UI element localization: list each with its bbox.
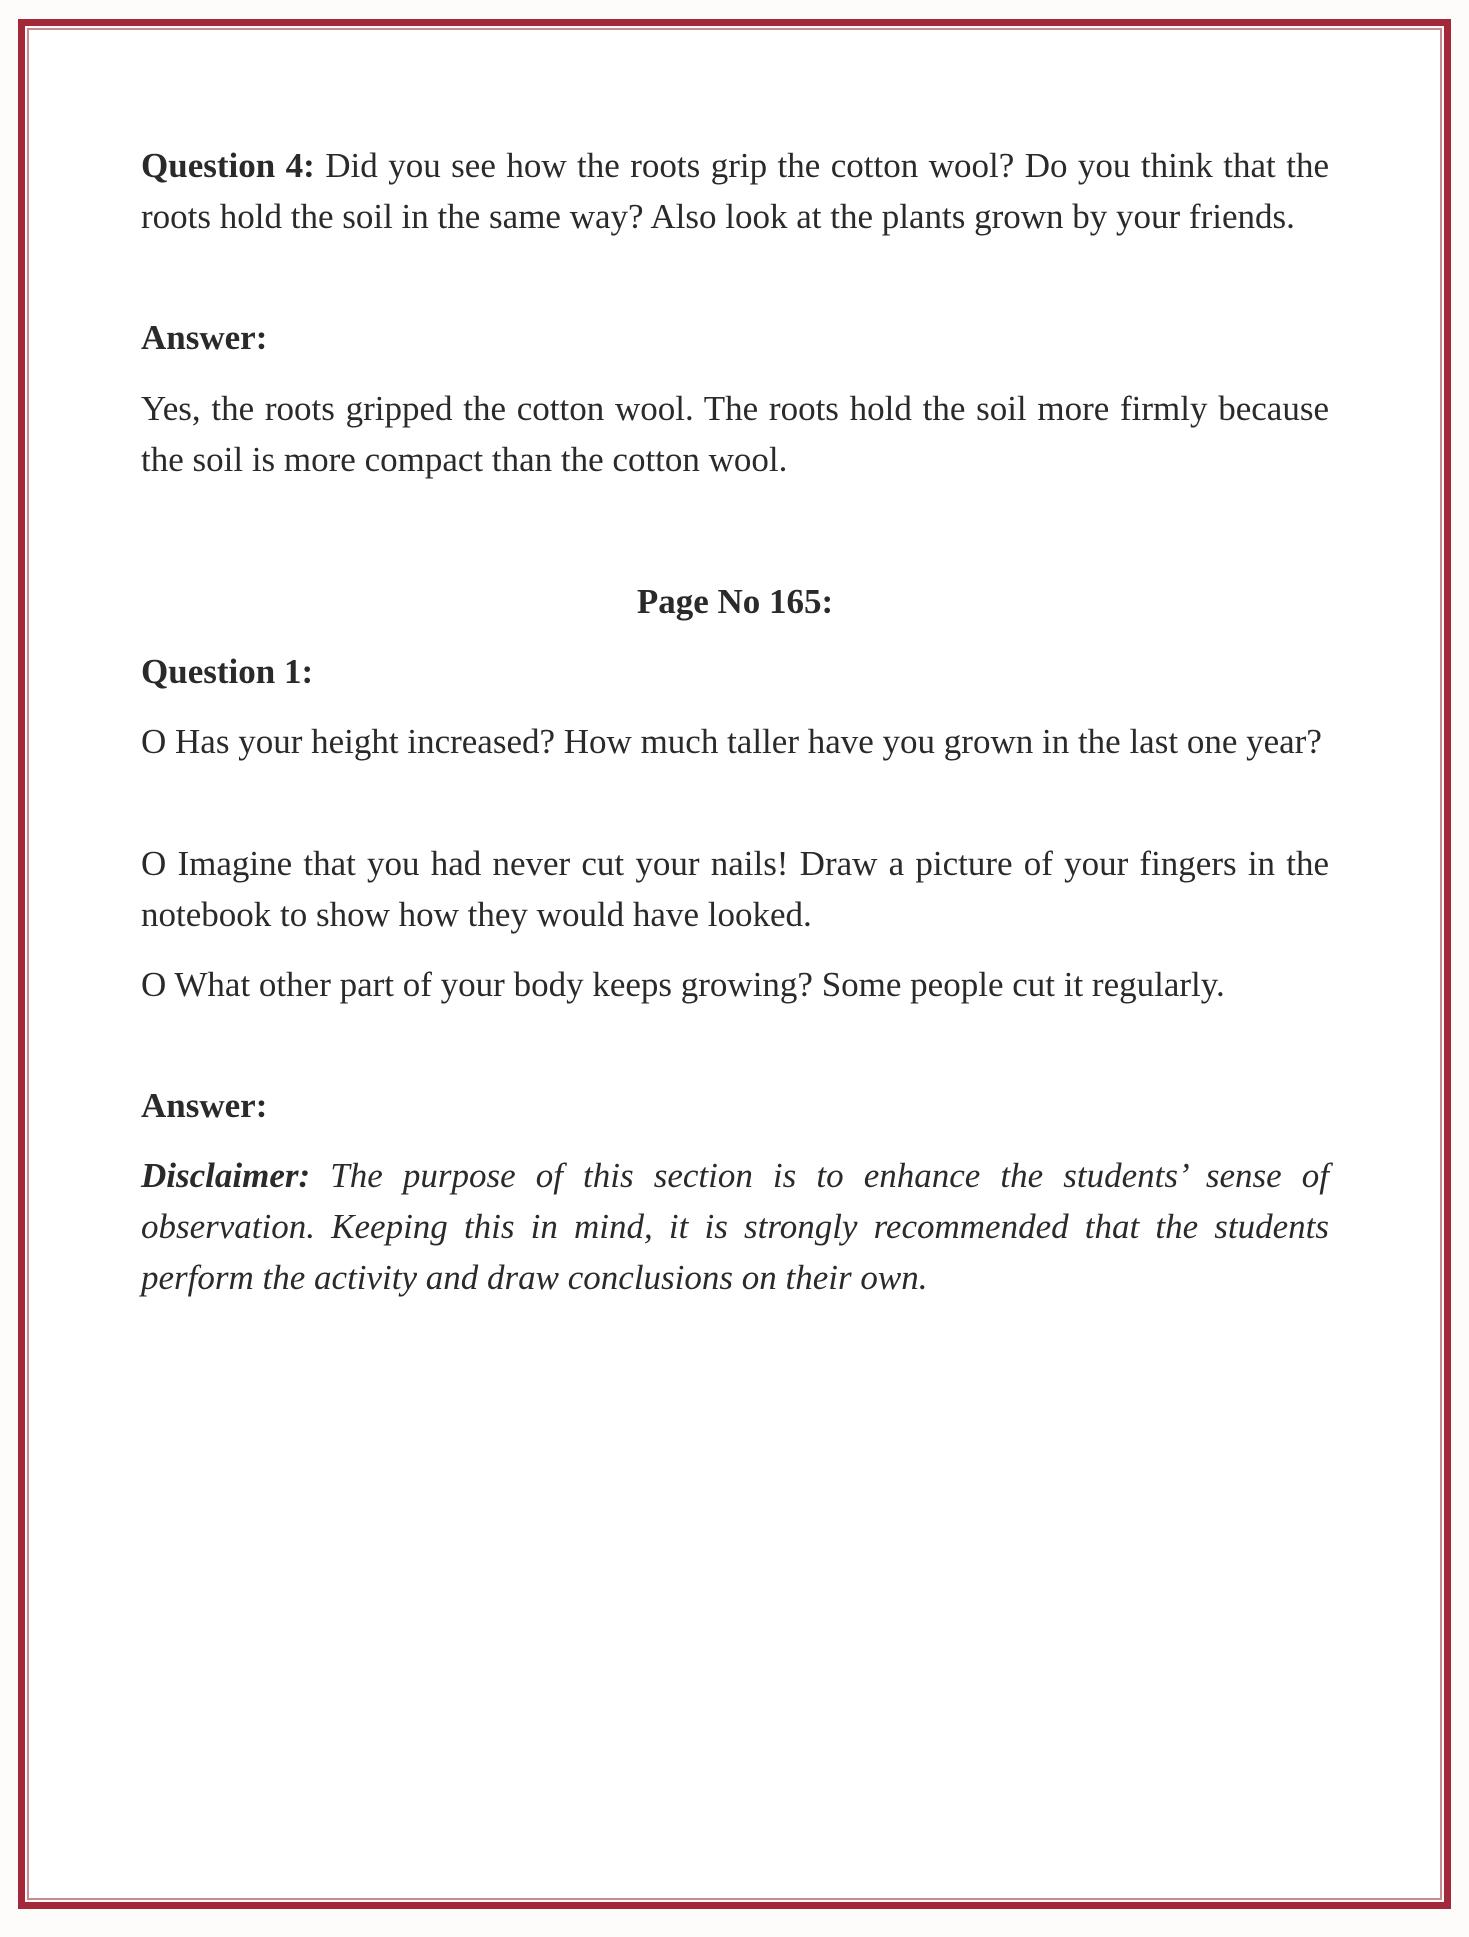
answer-label-q4: Answer: [141, 318, 268, 357]
question-1-label: Question 1: [141, 652, 314, 691]
question-1-item: O Imagine that you had never cut your nails! Draw a picture of your fingers in the notebook to show how they would have looked. [141, 844, 1329, 934]
answer-label-q1: Answer: [141, 1086, 268, 1125]
question-1-item: O Has your height increased? How much taller have you grown in the last one year? [141, 722, 1322, 761]
question-4-text: Did you see how the roots grip the cotton wool? Do you think that the roots hold the soil in the same way? Also look at the plants grown by your friends. [141, 146, 1329, 236]
disclaimer-text: The purpose of this section is to enhance the students’ sense of observation. Keeping this in mind, it is strongly recommended that the students perform the activity and draw conclusions on their own. [141, 1156, 1329, 1297]
question-4-label: Question 4: [141, 146, 315, 185]
question-1-item: O What other part of your body keeps growing? Some people cut it regularly. [141, 965, 1225, 1004]
disclaimer [141, 1150, 1329, 1303]
page-heading: Page No 165: [636, 582, 834, 621]
disclaimer-label: Disclaimer: [141, 1156, 311, 1195]
answer-q4: Yes, the roots gripped the cotton wool. The roots hold the soil more firmly because the soil is more compact than the cotton wool. [141, 389, 1329, 479]
question-4 [141, 140, 1329, 242]
